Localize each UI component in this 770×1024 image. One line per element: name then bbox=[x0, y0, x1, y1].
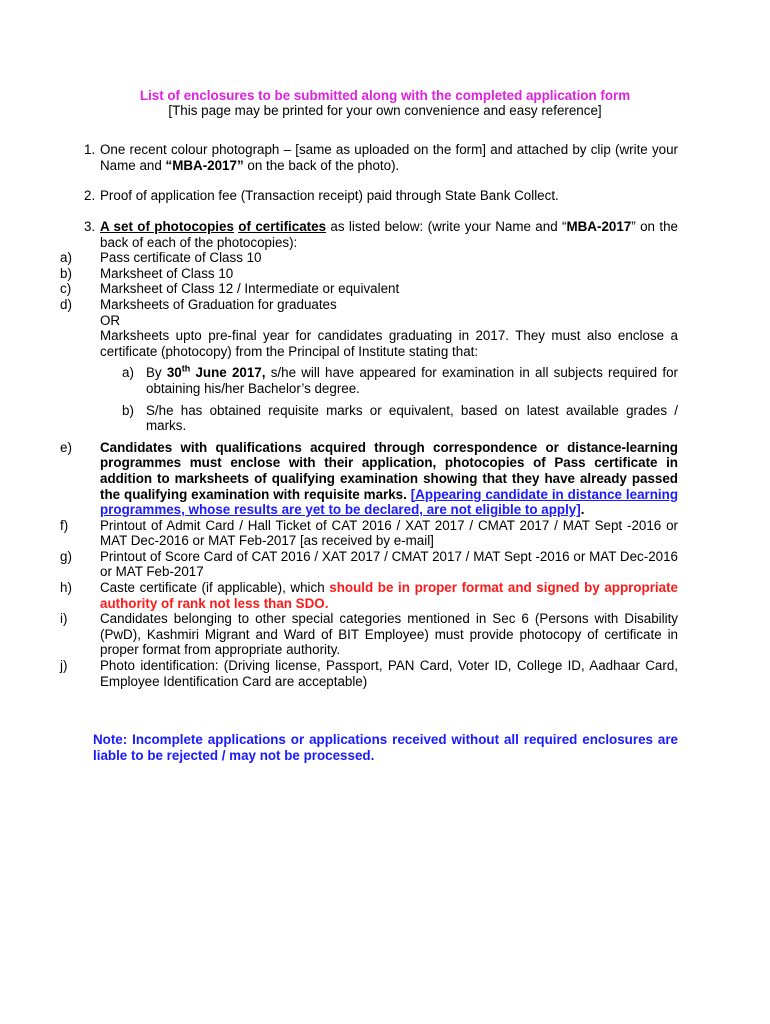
sub-item-text: Candidates belonging to other special categories mentioned in Sec 6 (Persons with Disability (PwD), Kashmiri Migrant and Ward of BIT Employee) must provide photocopy of certificate in proper format from appropriate authority. bbox=[100, 611, 678, 658]
sub-item-label: g) bbox=[60, 548, 72, 564]
sub-item-label: d) bbox=[60, 296, 72, 312]
sub-item-text: Photo identification: (Driving license, Passport, PAN Card, Voter ID, College ID, Aadhaar Card, Employee Identification Card are acceptable) bbox=[100, 658, 678, 689]
sub-item-text: Marksheet of Class 12 / Intermediate or equivalent bbox=[100, 281, 400, 297]
sub-item-a bbox=[60, 250, 678, 266]
condition-date: June 2017, bbox=[190, 365, 266, 381]
condition-text: By bbox=[146, 365, 167, 381]
item-text: Proof of application fee (Transaction receipt) paid through State Bank Collect. bbox=[100, 188, 559, 203]
item-number: 1. bbox=[84, 142, 96, 157]
sub-item-label: e) bbox=[60, 439, 72, 455]
sub-item-d bbox=[60, 297, 678, 434]
sub-item-text: Marksheets of Graduation for graduates bbox=[100, 296, 337, 312]
sub-item-label: c) bbox=[60, 281, 72, 297]
sub-item-label: a) bbox=[60, 250, 72, 266]
rejection-note: Note: Incomplete applications or applications received without all required enclosures are liable to be rejected / may not be processed. bbox=[93, 732, 678, 763]
enclosure-item-2 bbox=[84, 188, 678, 204]
item-text: as listed below: (write your Name and “ bbox=[326, 219, 567, 234]
page-subtitle: [This page may be printed for your own convenience and easy reference] bbox=[168, 103, 602, 118]
item-text: on the back of the photo). bbox=[243, 157, 400, 173]
condition-b bbox=[60, 403, 678, 434]
sub-item-label: h) bbox=[60, 580, 72, 596]
sub-item-b bbox=[60, 266, 678, 282]
item-underlined-text: of certificates bbox=[238, 219, 327, 234]
enclosure-item-1 bbox=[84, 142, 678, 173]
sub-item-e bbox=[60, 440, 678, 518]
condition-label: a) bbox=[122, 365, 134, 381]
sub-item-text: Marksheets upto pre-final year for candidates graduating in 2017. They must also enclose a certificate (photocopy) from the Principal of Institute stating that: bbox=[100, 328, 678, 359]
sub-item-bold-text: Candidates with qualifications acquired through correspondence or distance-learning programmes must enclose with their application, photocopies of Pass certificate in addition to marksheets of qualifying examination showing that they have already passed the qualifying examination with requisite marks. bbox=[100, 439, 678, 502]
sub-item-text: Caste certificate (if applicable), which bbox=[100, 580, 330, 596]
item-3-intro bbox=[100, 219, 678, 250]
sub-item-text: Marksheet of Class 10 bbox=[100, 265, 234, 281]
item-text: ” on the back of each of the photocopies): bbox=[100, 219, 678, 250]
sub-item-red-text: should be in proper format and signed by appropriate authority of rank not less than SDO. bbox=[100, 580, 678, 611]
condition-date-suffix: th bbox=[181, 363, 191, 374]
sub-item-j bbox=[60, 658, 678, 689]
condition-text: s/he will have appeared for examination in all subjects required for obtaining his/her Bachelor’s degree. bbox=[146, 365, 678, 396]
condition-a bbox=[60, 365, 678, 396]
sub-item-label: f) bbox=[60, 517, 69, 533]
sub-item-label: b) bbox=[60, 265, 72, 281]
sub-item-or: OR bbox=[100, 312, 121, 328]
sub-item-text: Printout of Score Card of CAT 2016 / XAT 2017 / CMAT 2017 / MAT Sept -2016 or MAT Dec-2016 or MAT Feb-2017 bbox=[100, 548, 678, 580]
sub-item-c bbox=[60, 281, 678, 297]
sub-item-i bbox=[60, 611, 678, 658]
sub-item-label: j) bbox=[60, 658, 68, 674]
item-bold-text: “MBA-2017” bbox=[165, 157, 244, 173]
item-text: One recent colour photograph – [same as uploaded on the form] and attached by clip (write your Name and bbox=[100, 142, 678, 173]
sub-item-g bbox=[60, 549, 678, 580]
item-number: 3. bbox=[84, 219, 96, 234]
page-title: List of enclosures to be submitted along with the completed application form bbox=[139, 88, 631, 103]
condition-text: S/he has obtained requisite marks or equivalent, based on latest available grades / marks. bbox=[146, 402, 678, 434]
sub-item-end: . bbox=[580, 502, 585, 518]
item-underlined-text: A set of photocopies bbox=[100, 219, 234, 234]
sub-item-blue-note: [Appearing candidate in distance learning programmes, whose results are yet to be declared, are not eligible to apply] bbox=[100, 486, 678, 518]
sub-item-label: i) bbox=[60, 611, 68, 627]
condition-date-day: 30 bbox=[166, 365, 182, 381]
item-bold-text: MBA-2017 bbox=[566, 219, 632, 234]
sub-item-text: Printout of Admit Card / Hall Ticket of CAT 2016 / XAT 2017 / CMAT 2017 / MAT Sept -2016 or MAT Dec-2016 or MAT Feb-2017 [as received by e-mail] bbox=[100, 517, 678, 549]
condition-label: b) bbox=[122, 402, 134, 418]
sub-item-text: Pass certificate of Class 10 bbox=[100, 250, 262, 266]
enclosure-item-3 bbox=[60, 219, 678, 689]
sub-item-f bbox=[60, 518, 678, 549]
sub-item-h bbox=[60, 580, 678, 611]
item-number: 2. bbox=[84, 188, 96, 203]
